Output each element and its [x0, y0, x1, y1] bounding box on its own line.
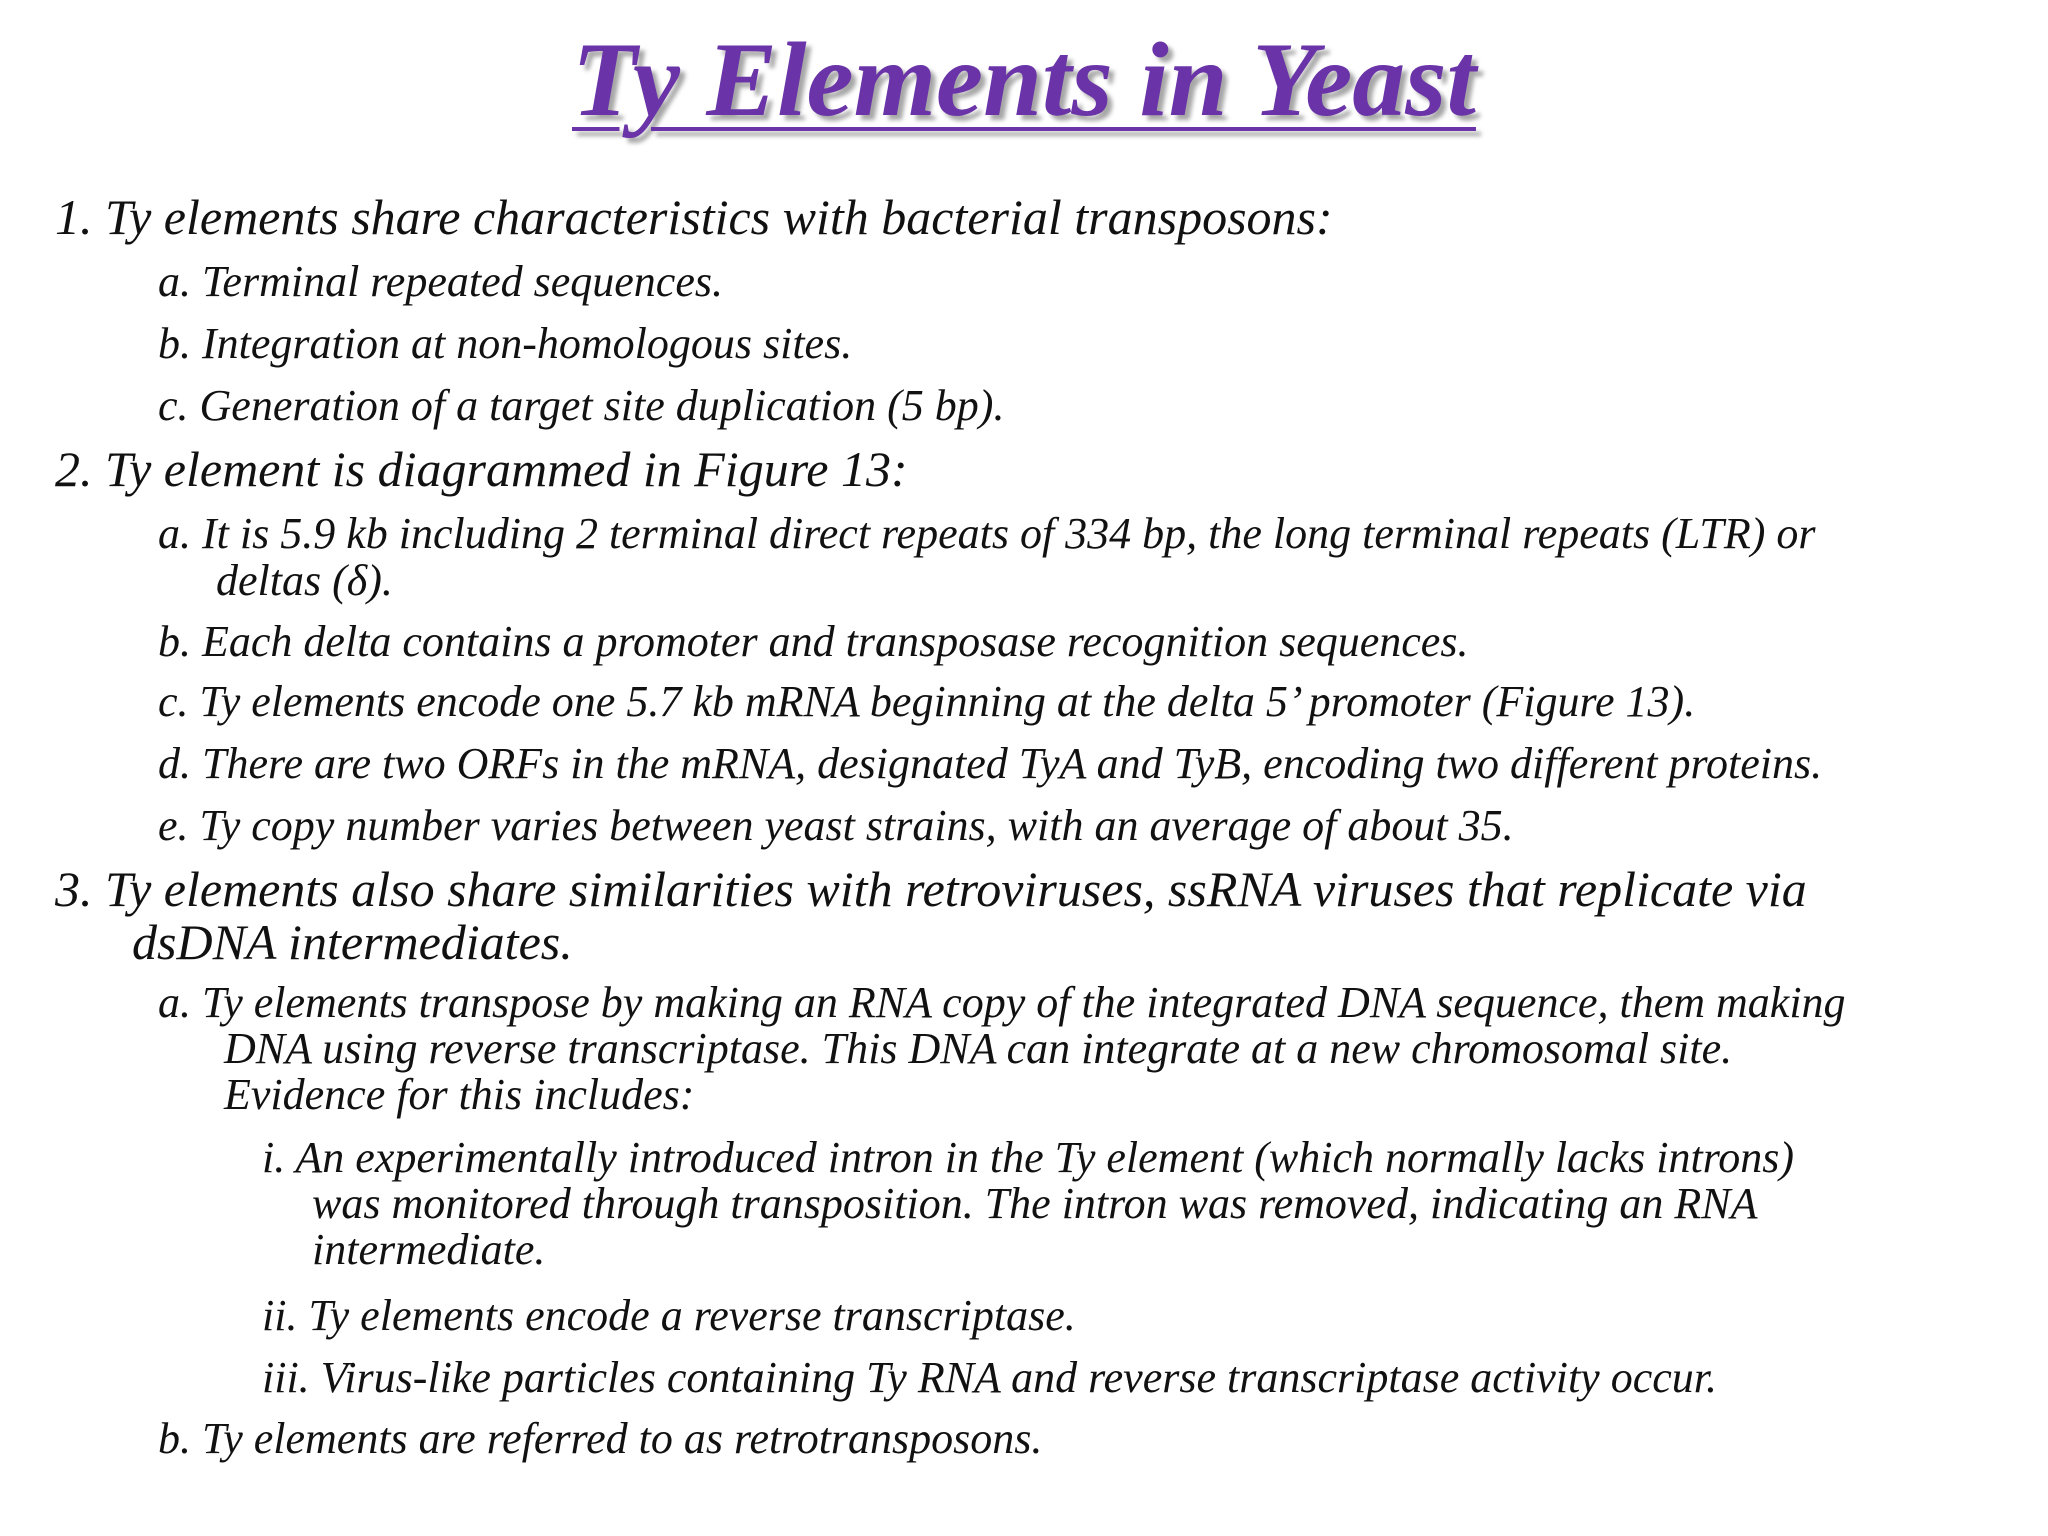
point-3a-line-1: a. Ty elements transpose by making an RNA copy of the integrated DNA sequence, them making	[158, 978, 1846, 1027]
slide-title: Ty Elements in Yeast	[572, 21, 1476, 138]
point-3ai-line-2: was monitored through transposition. The intron was removed, indicating an RNA	[312, 1179, 1758, 1228]
point-1b: b. Integration at non-homologous sites.	[158, 319, 853, 368]
point-1a: a. Terminal repeated sequences.	[158, 257, 723, 306]
point-3aii: ii. Ty elements encode a reverse transcriptase.	[262, 1291, 1076, 1340]
point-3aiii: iii. Virus-like particles containing Ty RNA and reverse transcriptase activity occur.	[262, 1353, 1718, 1402]
point-2a-line-1: a. It is 5.9 kb including 2 terminal direct repeats of 334 bp, the long terminal repeats (LTR) or	[158, 509, 1816, 558]
point-3a-line-2: DNA using reverse transcriptase. This DNA can integrate at a new chromosomal site.	[224, 1024, 1733, 1073]
point-2c: c. Ty elements encode one 5.7 kb mRNA beginning at the delta 5’ promoter (Figure 13).	[158, 677, 1696, 726]
point-3b: b. Ty elements are referred to as retrotransposons.	[158, 1414, 1043, 1463]
point-2e: e. Ty copy number varies between yeast strains, with an average of about 35.	[158, 801, 1514, 850]
point-2b: b. Each delta contains a promoter and transposase recognition sequences.	[158, 617, 1469, 666]
point-1c: c. Generation of a target site duplication (5 bp).	[158, 381, 1005, 430]
point-3-line-1: 3. Ty elements also share similarities with retroviruses, ssRNA viruses that replicate via	[55, 861, 1807, 917]
point-1: 1. Ty elements share characteristics with bacterial transposons:	[55, 189, 1333, 245]
point-2d: d. There are two ORFs in the mRNA, designated TyA and TyB, encoding two different proteins.	[158, 739, 1823, 788]
point-3-line-2: dsDNA intermediates.	[132, 914, 573, 970]
point-2: 2. Ty element is diagrammed in Figure 13:	[55, 441, 908, 497]
point-3ai-line-1: i. An experimentally introduced intron in the Ty element (which normally lacks introns)	[262, 1133, 1794, 1182]
point-3a-line-3: Evidence for this includes:	[224, 1070, 695, 1119]
point-2a-line-2: deltas (δ).	[216, 556, 393, 605]
point-3ai-line-3: intermediate.	[312, 1225, 546, 1274]
